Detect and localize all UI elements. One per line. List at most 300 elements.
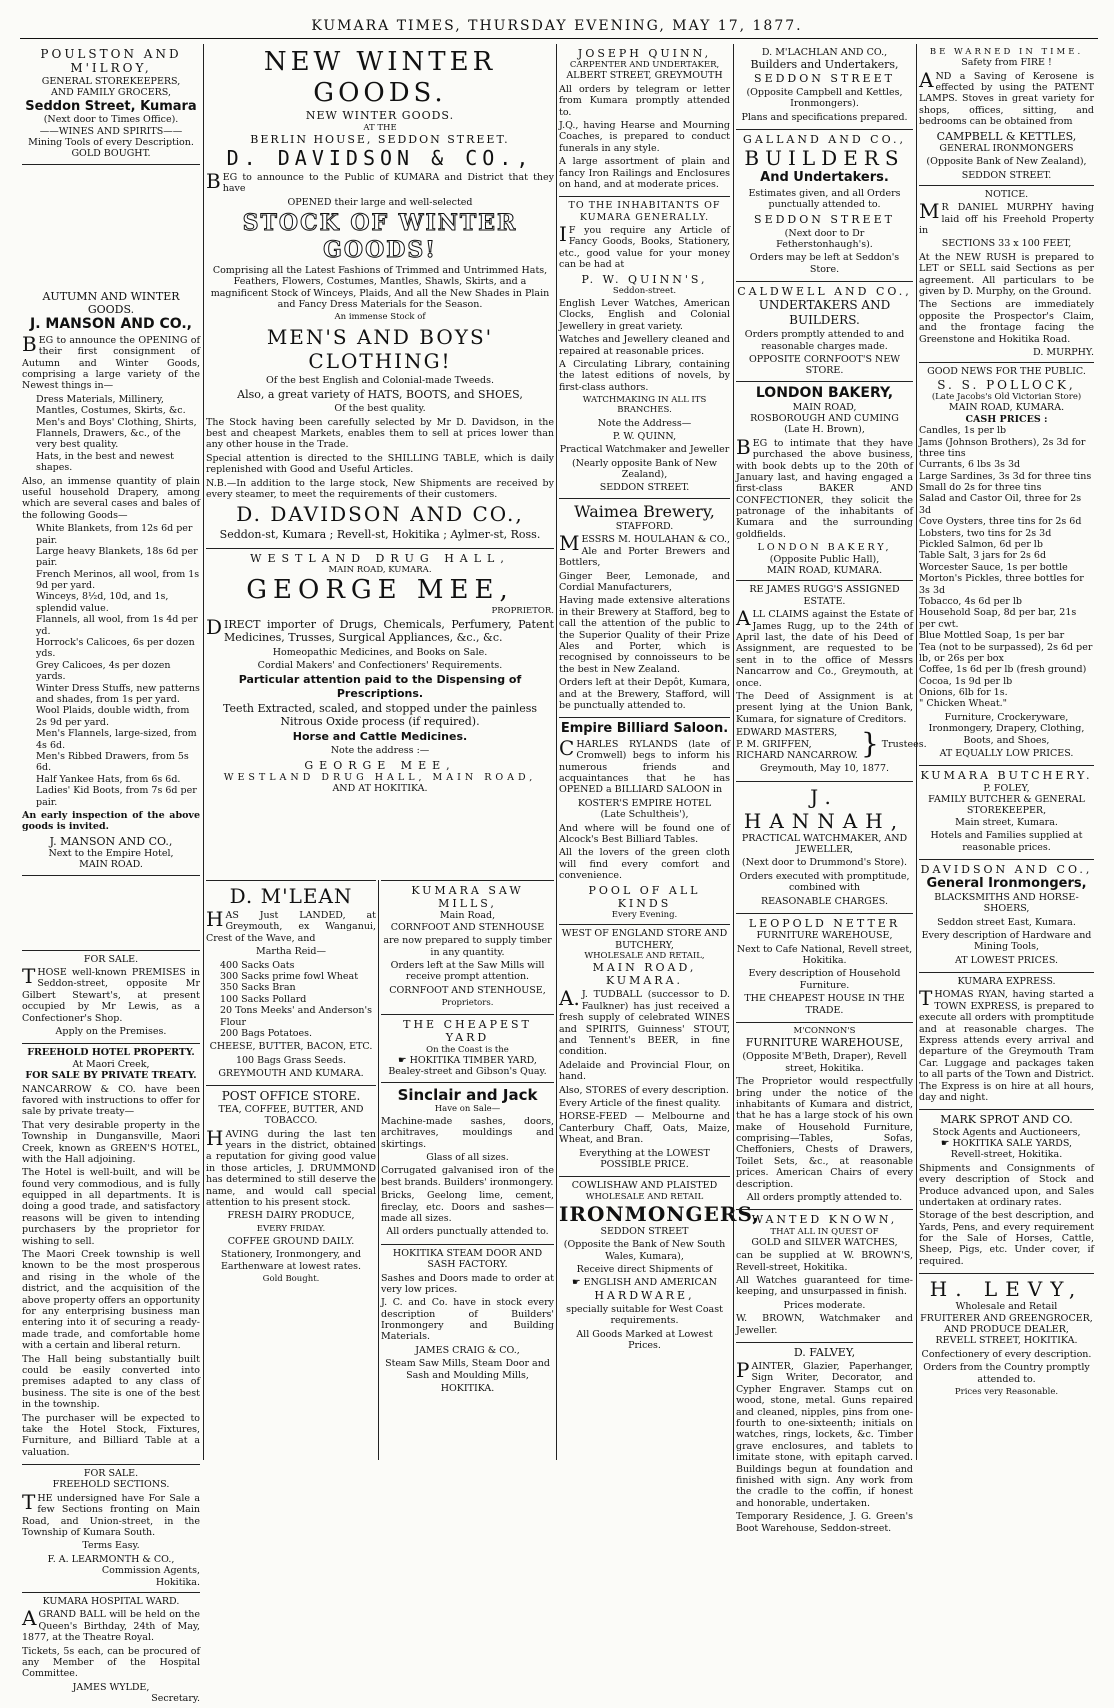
- ad-hospital-ward: [22, 1593, 200, 1708]
- list-item: Cocoa, 1s 9d per lb: [919, 675, 1013, 687]
- ad-text: Also, an immense quantity of plain useful household Drapery, among which are several cases and bales of the following Goods—: [22, 475, 200, 521]
- ad-title: Waimea Brewery,: [574, 501, 715, 521]
- ad-title: IRONMONGERS,: [559, 1201, 761, 1226]
- ad-text: Also, a great variety of HATS, BOOTS, and SHOES,: [237, 388, 523, 402]
- ad-text: Everything at the LOWEST POSSIBLE PRICE.: [579, 1147, 710, 1170]
- price-list: [36, 523, 200, 808]
- ad-manson: [22, 287, 200, 876]
- ad-text: Greymouth, May 10, 1877.: [759, 763, 890, 775]
- ad-line: SEDDON STREET.: [961, 169, 1052, 181]
- ad-title: Sinclair and Jack: [397, 1085, 538, 1104]
- ad-title: LONDON BAKERY,: [755, 384, 894, 401]
- column-1: [22, 44, 201, 1705]
- ad-line: STAFFORD.: [615, 521, 674, 533]
- ad-text: SECTIONS 33 x 100 FEET,: [941, 238, 1072, 250]
- ad-title: BUILDERS: [744, 146, 905, 171]
- ad-text: Shipments and Consignments of every description of Stock and Produce advanced upon, and Sales undertaken at ordinary rates.: [919, 1162, 1094, 1208]
- ad-caldwell: [736, 282, 913, 382]
- trustee-name: RICHARD NANCARROW.: [736, 749, 858, 761]
- ad-text: Prices moderate.: [783, 1299, 866, 1311]
- ad-text: BEG to announce to the Public of KUMARA and District that they have: [206, 168, 554, 195]
- ad-title: MARK SPROT AND CO.: [940, 1113, 1073, 1127]
- ad-line: [381, 1055, 554, 1066]
- ad-line-text: HOKITIKA TIMBER YARD,: [409, 1054, 537, 1066]
- ad-pw-quinn: [559, 197, 730, 499]
- ad-line: Builders and Undertakers,: [750, 58, 899, 72]
- ad-line: Seddon-street.: [612, 285, 677, 296]
- ad-text: HORSE-FEED — Melbourne and Canterbury Chaff, Oats, Maize, Wheat, and Bran.: [559, 1111, 730, 1146]
- ad-line: Have on Sale—: [434, 1103, 501, 1114]
- ad-leopold-netter: [736, 914, 913, 1023]
- ad-text: Note the address :—: [330, 745, 430, 757]
- ad-text: Furniture, Crockeryware, Ironmongery, Drapery, Clothing, Boots, and Shoes,: [928, 711, 1085, 746]
- ad-text: All orders punctually attended to.: [386, 1226, 549, 1238]
- ad-title: D. DAVIDSON & CO.,: [226, 145, 534, 170]
- ad-line: MAIN ROAD, KUMARA.: [766, 565, 883, 577]
- ad-text: Note the Address—: [597, 417, 692, 429]
- ad-line: NEW WINTER GOODS.: [305, 109, 455, 123]
- ad-text: The Deed of Assignment is at present lying at the Union Bank, Kumara, for signature of Creditors.: [736, 690, 913, 725]
- ad-line: GENERAL IRONMONGERS: [939, 142, 1074, 154]
- trustee-name: EDWARD MASTERS,: [736, 727, 838, 739]
- ad-title: COWLISHAW AND PLAISTED: [571, 1180, 718, 1192]
- list-item: Household Soap, 8d per bar, 21s per cwt.: [919, 607, 1077, 630]
- ad-for-sale-premises: [22, 950, 200, 1045]
- ad-title: H. LEVY,: [929, 1277, 1084, 1302]
- ad-text: EVERY FRIDAY.: [256, 1223, 326, 1234]
- ad-line: ROSBOROUGH AND CUMING: [750, 412, 899, 424]
- ad-text: PAINTER, Glazier, Paperhanger, Sign Writer, Decorator, and Cypher Engraver. Stamps cut on wood, stone, metal. Guns repaired and cleaned, nipples, pins from one-fourth to one-sixteenth; initials on watches, rings, lockets, &c. Timber grave enclosures, and tablets to imitate stone, with epitaph carved. Buildings begun at foundation and finished with sign. Any work from the cradle to the coffin, if honest and honorable, undertaken.: [736, 1358, 913, 1509]
- ad-pollock: [919, 363, 1094, 766]
- ad-text: (Opposite Campbell and Kettles, Ironmongers).: [746, 86, 903, 110]
- ad-line: WHOLESALE AND RETAIL: [585, 1191, 704, 1202]
- ad-text: A.J. TUDBALL (successor to D. Faulkner) has just received a fresh supply of celebrated WINES and SPIRITS, Guinness' STOUT, and Tennent's BEER, in fine condition.: [559, 986, 730, 1058]
- ad-kumara-butchery: [919, 766, 1094, 860]
- ad-text: COFFEE GROUND DAILY.: [227, 1235, 355, 1247]
- ad-signature: JAMES WYLDE,: [72, 1681, 150, 1693]
- ad-text: 100 Bags Grass Seeds.: [235, 1054, 347, 1066]
- ad-sinclair-jack: [381, 1083, 554, 1245]
- ad-freehold-hotel: [22, 1044, 200, 1465]
- ad-text: MR DANIEL MURPHY having laid off his Freehold Property in: [919, 199, 1094, 237]
- ad-text: AGRAND BALL will be held on the Queen's Birthday, 24th of May, 1877, at the Theatre Royal.: [22, 1606, 200, 1644]
- ad-cowlishaw-plaisted: [559, 1177, 761, 1357]
- ad-text: (Opposite Bank of New Zealand),: [926, 156, 1087, 168]
- ad-line: MAIN ROAD, KUMARA.: [948, 402, 1065, 414]
- ad-title: HOKITIKA STEAM DOOR AND SASH FACTORY.: [392, 1247, 543, 1271]
- list-item: Salad and Castor Oil, three for 2s 3d: [919, 493, 1082, 516]
- list-item: Tobacco, 4s 6d per lb: [919, 595, 1022, 607]
- ad-davidson-winter: [206, 44, 554, 549]
- ad-text: All orders by telegram or letter from Kumara promptly attended to.: [559, 83, 730, 118]
- ad-text: Stationery, Ironmongery, and Earthenware at lowest rates.: [220, 1249, 362, 1272]
- ad-title: KUMARA BUTCHERY.: [920, 769, 1093, 783]
- ad-line: PRACTICAL WATCHMAKER, AND JEWELLER,: [741, 832, 908, 856]
- ad-line: FURNITURE WAREHOUSE,: [756, 930, 893, 942]
- ad-line: (Late H. Brown),: [784, 424, 865, 436]
- ad-title: CALDWELL AND CO.,: [737, 285, 912, 299]
- ad-title: WESTLAND DRUG HALL,: [250, 551, 510, 565]
- ad-line: CORNFOOT AND STENHOUSE: [390, 921, 545, 933]
- list-item: Lobsters, two tins for 2s 3d: [919, 527, 1052, 539]
- ad-text: HOKITIKA.: [440, 1383, 495, 1395]
- ad-title: TO THE INHABITANTS OF KUMARA GENERALLY.: [568, 200, 721, 223]
- list-item: Ladies' Kid Boots, from 7s 6d per pair.: [36, 785, 197, 808]
- ad-text: MESSRS M. HOULAHAN & CO., Ale and Porter Brewers and Bottlers,: [559, 531, 730, 569]
- list-item: Tea (not to be surpassed), 2s 6d per lb, or 26s per box: [919, 641, 1093, 664]
- ad-line: FREEHOLD SECTIONS.: [52, 1479, 170, 1491]
- ad-text: specially suitable for West Coast requirements.: [566, 1304, 723, 1327]
- ad-text: And where will be found one of Alcock's Best Billiard Tables.: [559, 822, 730, 845]
- trustee-block: [736, 727, 927, 761]
- ad-line: TEA, COFFEE, BUTTER, AND TOBACCO.: [218, 1103, 364, 1127]
- ad-line: CASH PRICES :: [965, 413, 1048, 425]
- ad-signature: Hokitika.: [155, 1576, 200, 1588]
- ad-text: Horse and Cattle Medicines.: [292, 730, 468, 744]
- ad-text: English Lever Watches, American Clocks, English and Colonial Jewellery in great variety.: [559, 298, 730, 332]
- ad-text: (Opposite M'Beth, Draper), Revell street, Hokitika.: [742, 1051, 907, 1074]
- ad-title: GALLAND AND CO.,: [743, 132, 906, 146]
- ad-text: A Circulating Library, containing the latest editions of novels, by first-class authors.: [559, 358, 730, 393]
- ad-line: Every Evening.: [611, 909, 678, 920]
- ad-line: SEDDON STREET: [600, 1225, 689, 1237]
- ad-text: Particular attention paid to the Dispensing of Prescriptions.: [238, 673, 522, 700]
- ad-text: GREYMOUTH AND KUMARA.: [218, 1068, 364, 1080]
- ad-text: All Watches guaranteed for time-keeping, and unsurpassed in finish.: [736, 1274, 913, 1298]
- ad-notice-murphy: [919, 186, 1094, 363]
- ad-rugg-estate: [736, 581, 927, 781]
- list-item: French Merinos, all wool, from 1s 9d per yard.: [36, 568, 200, 592]
- ad-text: Every Article of the finest quality.: [559, 1097, 721, 1109]
- list-item: Jams (Johnson Brothers), 2s 3d for three tins: [919, 436, 1086, 459]
- ad-text: Bricks, Geelong lime, cement, fireclay, etc. Doors and sashes—made all sizes.: [381, 1190, 554, 1224]
- ad-text: JAMES CRAIG & CO.,: [415, 1344, 520, 1356]
- ad-text: All the lovers of the green cloth will find every comfort and convenience.: [559, 847, 730, 882]
- column-3: [559, 44, 761, 1460]
- ad-line: Wholesale and Retail: [955, 1301, 1058, 1313]
- ad-signature: Next to the Empire Hotel,: [48, 847, 174, 859]
- ad-text: Comprising all the Latest Fashions of Trimmed and Untrimmed Hats, Feathers, Flowers, Costumes, Mantles, Shawls, Skirts, and a magnificent Stock of Winceys, Plaids, And all the New Shades in Plain and Fancy Dress Materials for the Season.: [210, 264, 550, 311]
- ad-joseph-quinn: [559, 44, 730, 197]
- item-list: [220, 960, 376, 1040]
- ad-text: OPENED their large and well-selected: [287, 196, 473, 208]
- ad-text: Plans and specifications prepared.: [741, 111, 908, 123]
- ad-line: GENERAL STOREKEEPERS,: [41, 75, 181, 87]
- ad-text: FRESH DAIRY PRODUCE,: [227, 1210, 355, 1222]
- ad-text: Hotels and Families supplied at reasonable prices.: [930, 830, 1083, 853]
- list-item: Small do 2s for three tins: [919, 482, 1042, 494]
- ad-signature: MAIN ROAD.: [79, 859, 143, 871]
- list-item: 100 Sacks Pollard: [220, 993, 307, 1005]
- ad-signature: J. MANSON AND CO.,: [49, 834, 173, 848]
- ad-line: SEDDON STREET: [754, 71, 895, 85]
- ad-line: HARDWARE,: [594, 1288, 695, 1302]
- ad-title: WANTED KNOWN,: [751, 1213, 898, 1227]
- ad-heading: AUTUMN AND WINTER GOODS.: [42, 289, 180, 316]
- column-rule: [378, 880, 379, 1460]
- ad-title: DAVIDSON AND CO.,: [920, 862, 1093, 876]
- ad-title: LEOPOLD NETTER: [748, 917, 901, 931]
- column-2a: [206, 880, 376, 1460]
- ad-billiard-saloon: [559, 718, 730, 925]
- column-rule: [733, 44, 734, 1460]
- ad-title: NOTICE.: [984, 188, 1029, 200]
- price-list: [919, 425, 1094, 710]
- ad-text: CHARLES RYLANDS (late of Cromwell) begs to inform his numerous friends and acquaintances that he has OPENED a BILLIARD SALOON in: [559, 735, 730, 796]
- ad-text: The Maori Creek township is well known to be the most prosperous and rising in the whole of the district, and the acquisition of the above property offers an opportunity for any enterprising business man entering into it of securing a ready-made trade, and comfortable home with a certain and liberal return.: [22, 1249, 201, 1352]
- list-item: Table Salt, 3 jars for 2s 6d: [919, 550, 1047, 562]
- ad-line: ——WINES AND SPIRITS——: [39, 125, 183, 137]
- ad-text: Steam Saw Mills, Steam Door and Sash and Moulding Mills,: [385, 1358, 550, 1381]
- list-item: 350 Sacks Bran: [220, 982, 296, 994]
- ad-title: GOOD NEWS FOR THE PUBLIC.: [927, 366, 1086, 378]
- ad-text: Martha Reid—: [256, 946, 326, 958]
- list-item: Winceys, 8½d, 10d, and 1s, splendid value.: [36, 591, 169, 614]
- ad-line: PROPRIETOR.: [491, 606, 554, 617]
- list-item: Candles, 1s per lb: [919, 425, 1007, 437]
- ad-line: SEDDON STREET: [754, 212, 895, 226]
- column-rule: [916, 44, 917, 1460]
- ad-text: Estimates given, and all Orders punctually attended to.: [748, 187, 901, 211]
- list-item: Morton's Pickles, three bottles for 3s 3d: [919, 573, 1084, 596]
- ad-line: (Opposite Public Hall),: [769, 553, 880, 565]
- ad-mclean: [206, 881, 376, 1086]
- ad-line: And Undertakers.: [760, 170, 889, 186]
- ad-title: BE WARNED IN TIME.: [929, 47, 1084, 57]
- ad-line: SEDDON STREET.: [599, 482, 690, 494]
- ad-be-warned: [919, 44, 1094, 186]
- list-item: Blue Mottled Soap, 1s per bar: [919, 630, 1065, 642]
- ad-title: POST OFFICE STORE.: [221, 1089, 361, 1104]
- ad-levy: [919, 1274, 1094, 1403]
- list-item: Men's Ribbed Drawers, from 5s 6d.: [36, 750, 189, 774]
- masthead-rule: [20, 38, 1098, 39]
- ad-line: AND FAMILY GROCERS,: [51, 87, 171, 99]
- ad-kumara-express: [919, 973, 1094, 1110]
- ad-text: The Stock having been carefully selected by Mr D. Davidson, in the best and cheapest Markets, enables them to sell at prices lower than any other house in the Trade.: [206, 416, 554, 451]
- ad-wanted-known: [736, 1210, 913, 1343]
- ad-title: Empire Billiard Saloon.: [560, 721, 729, 737]
- ad-text: Seddon street East, Kumara.: [937, 916, 1076, 928]
- ad-heading: FREEHOLD HOTEL PROPERTY.: [27, 1047, 195, 1059]
- column-5: [919, 44, 1094, 1460]
- ad-title: THE CHEAPEST YARD: [403, 1018, 532, 1045]
- ad-text: CHEESE, BUTTER, BACON, ETC.: [209, 1041, 373, 1053]
- ad-line: MAIN ROAD,: [792, 401, 857, 413]
- ad-text: The Proprietor would respectfully bring under the notice of the inhabitants of Kumara and district, that he has a large stock of his own make of Household Furniture, comprising—Tables, Sofas, Cheffoniers, Chests of Drawers, Toilet Sets, &c., at reasonable prices. American Chairs of every description.: [736, 1076, 913, 1190]
- brace-icon: }: [860, 727, 879, 761]
- ad-line: UNDERTAKERS AND BUILDERS.: [758, 298, 891, 327]
- ad-line: MAIN ROAD, KUMARA.: [328, 564, 432, 575]
- ad-text: Watches and Jewellery cleaned and repaired at reasonable prices.: [559, 334, 730, 357]
- pointing-hand-icon: ☛: [398, 1054, 410, 1066]
- ad-falvey: [736, 1343, 913, 1540]
- ad-title: GEORGE MEE,: [304, 758, 456, 772]
- ad-line: WHOLESALE AND RETAIL,: [584, 950, 705, 961]
- ad-text: Gold Bought.: [262, 1274, 320, 1285]
- ad-title: D. DAVIDSON AND CO.,: [236, 502, 524, 527]
- ad-line: Stock Agents and Auctioneers,: [932, 1126, 1081, 1138]
- ad-text: Every description of Household Furniture.: [748, 968, 901, 991]
- list-item: Grey Calicoes, 4s per dozen yards.: [36, 659, 171, 683]
- ad-text: NANCARROW & CO. have been favored with instructions to offer for sale by private treaty—: [22, 1083, 200, 1118]
- ad-post-office-store: [206, 1086, 376, 1290]
- ad-text: HAS Just LANDED, at Greymouth, ex Wanganui, Crest of the Wave, and: [206, 907, 376, 944]
- ad-line: Mining Tools of every Description.: [28, 136, 194, 148]
- list-item: Coffee, 1s 6d per lb (fresh ground): [919, 664, 1087, 676]
- ad-davidson-ironmongers: [919, 860, 1094, 973]
- ad-title: JOSEPH QUINN,: [577, 47, 712, 60]
- ad-line: P. W. QUINN'S,: [581, 272, 708, 286]
- masthead: KUMARA TIMES, THURSDAY EVENING, MAY 17, 1877.: [311, 18, 803, 34]
- ad-signature: Commission Agents,: [101, 1565, 200, 1577]
- column-4: [736, 44, 927, 1534]
- list-item: 200 Bags Potatoes.: [220, 1027, 313, 1039]
- ad-line: OPPOSITE CORNFOOT'S NEW STORE.: [748, 354, 901, 377]
- list-item: Pickled Salmon, 6d per lb: [919, 539, 1043, 551]
- column-rule: [556, 44, 557, 1460]
- ad-heading: FOR SALE.: [83, 1468, 139, 1480]
- ad-text: Ginger Beer, Lemonade, and Cordial Manufacturers,: [559, 570, 730, 593]
- ad-line: Bealey-street and Gibson's Quay.: [388, 1066, 547, 1078]
- ad-line: GOLD and SILVER WATCHES,: [751, 1236, 898, 1248]
- column-rule: [203, 44, 204, 1460]
- list-item: Cove Oysters, three tins for 2s 6d: [919, 516, 1082, 528]
- ad-line: P. FOLEY,: [983, 782, 1030, 794]
- ad-line: POOL OF ALL KINDS: [588, 883, 701, 910]
- ad-line: GOLD BOUGHT.: [71, 148, 151, 160]
- ad-text: Temporary Residence, J. G. Green's Boot Warehouse, Seddon-street.: [736, 1511, 913, 1534]
- ad-text: Apply on the Premises.: [55, 1026, 167, 1037]
- ad-title: STOCK OF WINTER GOODS!: [242, 210, 518, 263]
- ad-line: LONDON BAKERY,: [757, 542, 892, 554]
- ad-title: D. FALVEY,: [793, 1345, 856, 1359]
- ad-text: Of the best quality.: [334, 403, 426, 415]
- ad-text: Proprietors.: [441, 998, 494, 1009]
- ad-text: (Nearly opposite Bank of New Zealand),: [571, 457, 718, 481]
- trustee-names: [736, 727, 858, 761]
- list-item: Winter Dress Stuffs, new patterns and shades, from 1s per yard.: [36, 682, 200, 705]
- ad-text: WATCHMAKING IN ALL ITS BRANCHES.: [582, 395, 707, 416]
- ad-mark-sprot: [919, 1110, 1094, 1274]
- list-item: Large heavy Blankets, 18s 6d per pair.: [36, 545, 198, 569]
- list-item: Men's and Boys' Clothing, Shirts, Flannels, Drawers, &c., of the very best quality.: [36, 416, 197, 451]
- ad-title: RE JAMES RUGG'S ASSIGNED ESTATE.: [749, 584, 900, 607]
- ad-text: THE CHEAPEST HOUSE IN THE TRADE.: [744, 993, 905, 1016]
- ad-heading: KUMARA HOSPITAL WARD.: [42, 1595, 180, 1607]
- ad-text: Teeth Extracted, scaled, and stopped under the painless Nitrous Oxide process (if required).: [222, 701, 538, 728]
- ad-text: ALL CLAIMS against the Estate of James Rugg, up to the 24th of April last, the date of his Deed of Assignment, are requested to be sent in to the office of Messrs Nancarrow and Co., Greymouth, at once.: [736, 606, 913, 689]
- ad-text: Cordial Makers' and Confectioners' Requirements.: [257, 660, 503, 672]
- ad-text: Glass of all sizes.: [426, 1152, 509, 1163]
- ad-text: Orders promptly attended to and reasonable charges made.: [744, 329, 905, 352]
- item-list: [36, 394, 200, 474]
- ad-title: M'CONNON'S: [793, 1025, 856, 1036]
- ad-text: (Next door to Dr Fetherstonhaugh's).: [776, 227, 873, 251]
- ad-line: CARPENTER AND UNDERTAKER,: [569, 60, 720, 71]
- ad-text: Orders from the Country promptly attended to.: [923, 1362, 1090, 1385]
- ad-signature: Secretary.: [151, 1693, 200, 1705]
- ad-title: D. M'LEAN: [229, 884, 353, 908]
- ad-line: Revell-street, Hokitika.: [950, 1149, 1063, 1161]
- ad-text: J.Q., having Hearse and Mourning Coaches, is prepared to conduct funerals in any style.: [559, 119, 730, 154]
- ad-text: An early inspection of the above goods is invited.: [22, 809, 200, 833]
- list-item: 20 Tons Meeks' and Anderson's Flour: [220, 1005, 372, 1028]
- ad-line-text: ENGLISH AND AMERICAN: [583, 1277, 717, 1289]
- ad-timber-yard: [381, 1015, 554, 1082]
- ad-line: On the Coast is the: [426, 1044, 509, 1055]
- list-item: Wool Plaids, double width, from 2s 9d per yard.: [36, 705, 190, 728]
- ad-line: AT THE: [363, 122, 397, 133]
- column-2b: [381, 880, 554, 1460]
- list-item: 300 Sacks prime fowl Wheat: [220, 970, 359, 982]
- pointing-hand-icon: ☛: [572, 1277, 584, 1289]
- ad-line: CAMPBELL & KETTLES,: [936, 129, 1077, 143]
- ad-text: Corrugated galvanised iron of the best brands. Builders' ironmongery.: [381, 1165, 554, 1188]
- ad-line: BLACKSMITHS AND HORSE-SHOERS,: [934, 891, 1079, 915]
- ad-line: BERLIN HOUSE, SEDDON STREET.: [250, 132, 510, 146]
- ad-text: Seddon-st, Kumara ; Revell-st, Hokitika ; Aylmer-st, Ross.: [219, 528, 541, 542]
- ad-line: Seddon Street, Kumara: [25, 98, 197, 114]
- list-item: Onions, 6lb for 1s.: [919, 687, 1008, 699]
- list-item: 400 Sacks Oats: [220, 959, 295, 971]
- ad-line: Main street, Kumara.: [955, 816, 1058, 828]
- ad-text: Every description of Hardware and Mining Tools,: [921, 929, 1092, 953]
- ad-line: [559, 1277, 730, 1288]
- ad-text: (Next door to Drummond's Store).: [741, 857, 908, 869]
- ad-text: That very desirable property in the Township in Dungansville, Maori Creek, known as GREEN'S HOTEL, with the Hall adjoining.: [22, 1119, 200, 1165]
- ad-title: D. M'LACHLAN AND CO.,: [761, 47, 888, 58]
- ad-title: MEN'S AND BOYS' CLOTHING!: [266, 324, 494, 373]
- trustee-label: Trustees.: [881, 738, 927, 750]
- ad-text: Orders may be left at Seddon's Store.: [749, 252, 900, 275]
- list-item: Hats, in the best and newest shapes.: [36, 450, 174, 474]
- ad-title: GEORGE MEE,: [246, 574, 514, 605]
- ad-text: BEG to intimate that they have purchased the above business, with book debts up to the 20th of January last, and having engaged a first-class BAKER AND CONFECTIONER, they solicit the patronage of the inhabitants of Kumara and the surrounding goldfields.: [736, 434, 913, 540]
- ad-poulston: [22, 44, 200, 165]
- ad-text: REASONABLE CHARGES.: [761, 895, 888, 907]
- list-item: White Blankets, from 12s 6d per pair.: [36, 523, 193, 546]
- ad-text: The purchaser will be expected to take the Hotel Stock, Fixtures, Furniture, and Billiard Table at a valuation.: [22, 1412, 200, 1458]
- ad-text: CORNFOOT AND STENHOUSE,: [389, 984, 546, 996]
- ad-title: KUMARA SAW MILLS,: [411, 884, 524, 911]
- ad-west-of-england: [559, 925, 730, 1177]
- ad-text: Also, STORES of every description.: [559, 1084, 729, 1096]
- ad-line: [919, 1138, 1094, 1149]
- ad-line: P. W. QUINN,: [612, 430, 677, 442]
- ad-line: MAIN ROAD, KUMARA.: [592, 961, 697, 988]
- ad-text: HAVING during the last ten years in the district, obtained a reputation for giving good value in those articles, J. DRUMMOND has determined to still deserve the name, and would call special attention to his present stock.: [206, 1125, 376, 1208]
- ad-text: Orders left at the Saw Mills will receive prompt attention.: [390, 959, 545, 983]
- ad-text: A large assortment of plain and fancy Iron Railings and Enclosures on hand, and at moderate prices.: [559, 156, 730, 190]
- ad-signature: D. MURPHY.: [1033, 346, 1094, 358]
- ad-text: IF you require any Article of Fancy Goods, Books, Stationery, etc., good value for your money can be had at: [559, 222, 730, 271]
- ad-line: FAMILY BUTCHER & GENERAL STOREKEEPER,: [928, 794, 1085, 817]
- ad-london-bakery: [736, 382, 913, 582]
- ad-text: Machine-made sashes, doors, architraves, mouldings and skirtings.: [381, 1115, 554, 1150]
- ad-text: All Goods Marked at Lowest Prices.: [576, 1328, 713, 1352]
- ad-waimea-brewery: [559, 499, 730, 718]
- ad-title: J. MANSON AND CO.,: [29, 316, 192, 333]
- ad-westland-drug-hall: [206, 549, 554, 799]
- ad-text: N.B.—In addition to the large stock, New Shipments are received by every steamer, to meet the requirements of their customers.: [206, 477, 554, 500]
- column-blank: [22, 165, 200, 287]
- ad-text: Confectionery of every description.: [921, 1348, 1092, 1360]
- ad-line: FRUITERER AND GREENGROCER,: [920, 1312, 1093, 1324]
- ad-text: The Hotel is well-built, and will be found very commodious, and is fully equipped in all departments. It is doing a good trade, and satisfactory reasons will be given to intending purchasers by the proprietor for wishing to sell.: [22, 1167, 200, 1247]
- pointing-hand-icon: ☛: [940, 1137, 953, 1149]
- list-item: Flannels, all wool, from 1s 4d per yd.: [36, 614, 198, 637]
